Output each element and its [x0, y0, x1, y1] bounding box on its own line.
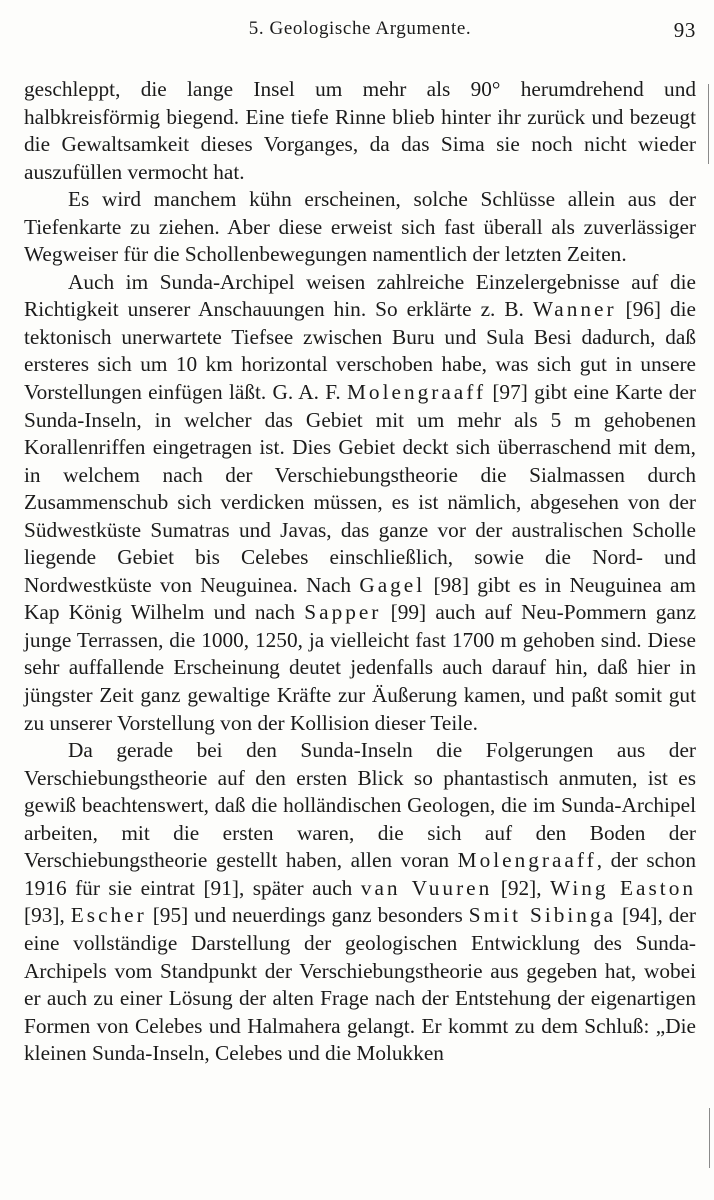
author-name-spaced: van Vuuren — [360, 875, 493, 900]
chapter-title: 5. Geologische Argumente. — [248, 18, 472, 39]
scan-edge-mark — [708, 84, 709, 164]
text-run: , der schon 1916 für sie eintrat [91], später auch — [24, 848, 697, 900]
author-name-spaced: Wing Easton — [550, 875, 696, 900]
text-run: [95] und neuerdings ganz besonders — [146, 903, 469, 928]
text-run: geschleppt, die lange Insel um mehr als 90° herumdrehend und halbkreisförmig biegend. Eine tiefe Rinne blieb hinter ihr zurück und bezeugt die Gewaltsamkeit dieses Vorganges, da das Sima sie noch nicht wieder auszufüllen vermocht hat. — [24, 77, 696, 184]
text-run: [92], — [492, 875, 551, 900]
author-name-spaced: Molengraaff — [347, 380, 487, 405]
author-name-spaced: Molengraaff — [457, 848, 597, 873]
author-name-spaced: Sapper — [304, 600, 382, 625]
text-run: [94], der eine vollständige Darstellung der geologischen Entwicklung des Sunda-Archipels vom Standpunkt der Verschiebungstheorie aus gegeben hat, wobei er auch zu einer Lösung der alten Frage nach der Entstehung der eigenartigen Formen von Celebes und Halmahera gelangt. Er kommt zu dem Schluß: „Die kleinen Sunda-Inseln, Celebes und die Molukken — [24, 903, 696, 1066]
book-page — [24, 14, 696, 1068]
page-number: 93 — [673, 18, 696, 42]
text-run: [97] gibt eine Karte der Sunda-Inseln, in welcher das Gebiet mit um mehr als 5 m gehobenen Korallenriffen eingetragen ist. Dies Gebiet deckt sich überraschend mit dem, in welchem nach der Verschiebungstheorie die Sialmassen durch Zusammenschub sich verdicken müssen, es ist nämlich, abgesehen von der Südwestküste Sumatras und Javas, das ganze vor der australischen Scholle liegende Gebiet bis Celebes einschließlich, sowie die Nord- und Nordwestküste von Neuguinea. Nach — [24, 380, 696, 597]
author-name-spaced: Escher — [70, 903, 147, 928]
paragraph-3 — [24, 269, 696, 737]
body-text — [24, 76, 696, 1068]
author-name-spaced: Gagel — [359, 572, 426, 597]
text-run: [98] gibt es in Neuguinea am Kap König Wilhelm und nach — [24, 572, 696, 625]
running-header — [24, 14, 696, 54]
text-run: Es wird manchem kühn erscheinen, solche Schlüsse allein aus der Tiefenkarte zu ziehen. Aber diese erweist sich fast überall als zuverlässiger Wegweiser für die Schollenbewegungen namentlich der letzten Zeiten. — [24, 187, 696, 267]
text-run: [93], — [24, 903, 71, 928]
paragraph-4 — [24, 737, 696, 1068]
paragraph-1 — [24, 76, 696, 186]
author-name-spaced: Smit Sibinga — [468, 903, 617, 928]
paragraph-2 — [24, 186, 696, 269]
text-run: [96] die tektonisch unerwartete Tiefsee zwischen Buru und Sula Besi dadurch, daß ersteres sich um 10 km horizontal verschoben habe, was sich gut in unsere Vorstellungen einfügen läßt. G. A. F. — [24, 297, 696, 405]
author-name-spaced: Wanner — [532, 297, 617, 322]
text-run: Da gerade bei den Sunda-Inseln die Folgerungen aus der Verschiebungstheorie auf den ersten Blick so phantastisch anmuten, ist es gewiß beachtenswert, daß die holländischen Geologen, die im Sunda-Archipel arbeiten, mit die ersten waren, die sich auf den Boden der Verschiebungstheorie gestellt haben, allen voran — [24, 738, 696, 873]
text-run: [99] auch auf Neu-Pommern ganz junge Terrassen, die 1000, 1250, ja vielleicht fast 1700 m gehoben sind. Diese sehr auffallende Erscheinung deutet jedenfalls auch darauf hin, daß hier in jüngster Zeit ganz gewaltige Kräfte zur Äußerung kamen, und paßt somit gut zu unserer Vorstellung von der Kollision dieser Teile. — [24, 600, 696, 735]
text-run: Auch im Sunda-Archipel weisen zahlreiche Einzelergebnisse auf die Richtigkeit unserer Anschauungen hin. So erklärte z. B. — [24, 269, 696, 322]
scan-edge-mark — [709, 1108, 710, 1168]
